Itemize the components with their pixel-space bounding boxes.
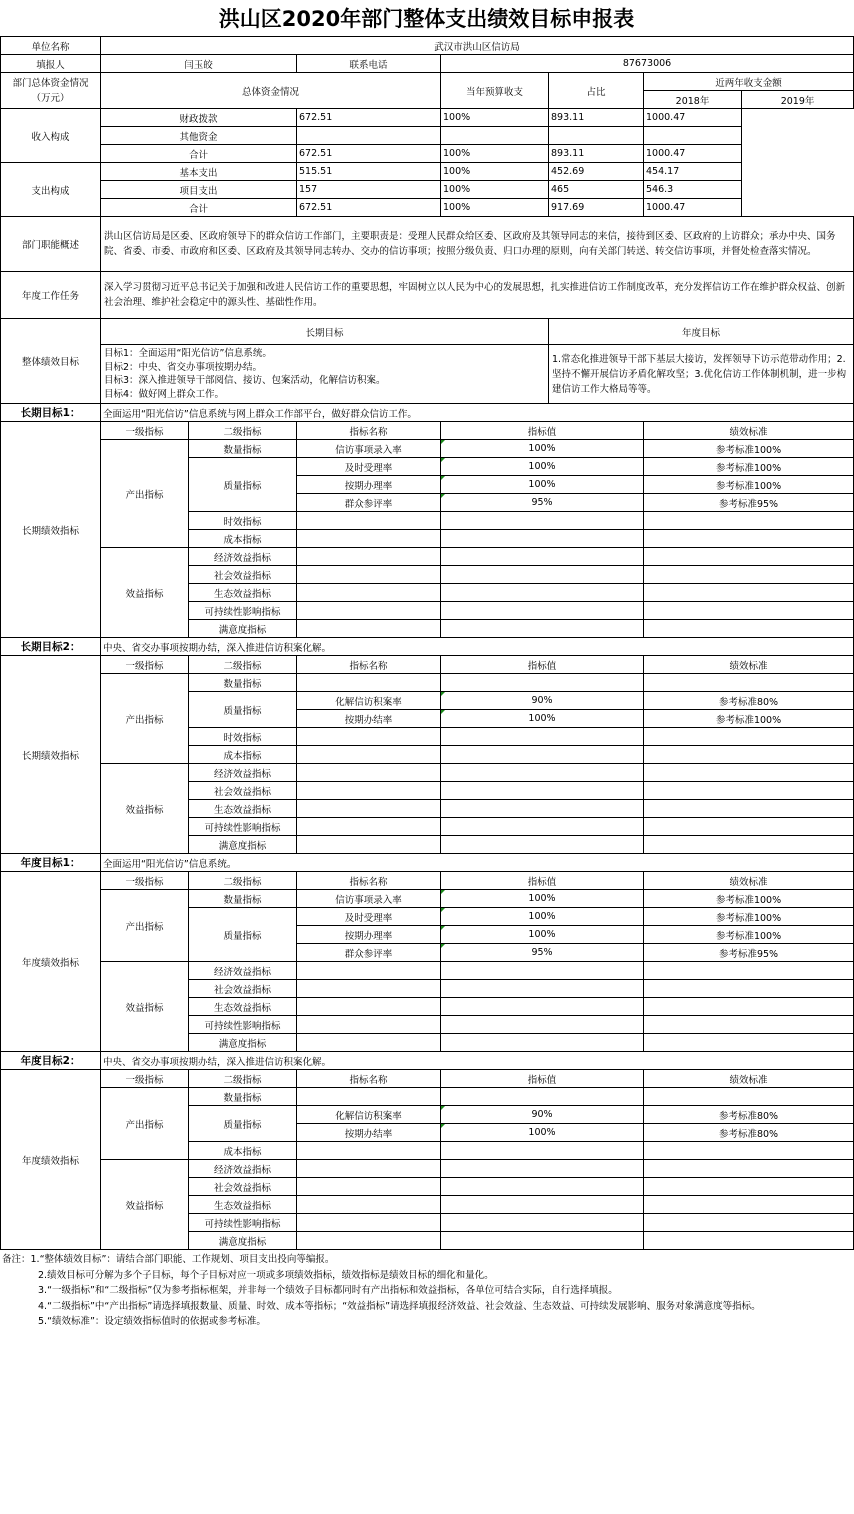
indicator-name-header: 指标名称: [297, 1070, 441, 1088]
level1-cell: 效益指标: [101, 548, 189, 638]
level2-cell: 成本指标: [189, 530, 297, 548]
phone-label: 联系电话: [297, 55, 441, 73]
budget-cell[interactable]: 515.51: [297, 163, 441, 181]
indicator-name-cell[interactable]: [297, 620, 441, 638]
level2-cell: 社会效益指标: [189, 566, 297, 584]
level2-cell: 社会效益指标: [189, 980, 297, 998]
note-line: 3.“一级指标”和“二级指标”仅为参考指标框架，并非每一个绩效子目标都同时有产出指标和效益指标，各单位可结合实际，自行选择填报。: [38, 1285, 618, 1296]
y2018-cell[interactable]: 452.69: [549, 163, 644, 181]
level2-cell: 可持续性影响指标: [189, 1214, 297, 1232]
ratio-header: 占比: [549, 73, 644, 109]
long-goal-line: 目标4：做好网上群众工作。: [104, 388, 225, 400]
level2-cell: 质量指标: [189, 458, 297, 512]
standard-cell[interactable]: 参考标准80%: [644, 1106, 854, 1124]
level2-cell: 生态效益指标: [189, 998, 297, 1016]
indicator-value-cell[interactable]: 100%: [441, 908, 644, 926]
indicator-value-cell[interactable]: 100%: [441, 1124, 644, 1142]
level2-cell: 可持续性影响指标: [189, 602, 297, 620]
long-goal-line: 目标1：全面运用“阳光信访”信息系统。: [104, 348, 272, 359]
standard-cell[interactable]: [644, 962, 854, 980]
y2018-cell[interactable]: 893.11: [549, 109, 644, 127]
level2-cell: 时效指标: [189, 728, 297, 746]
indicator-value-cell[interactable]: [441, 998, 644, 1016]
fund-item-name: 项目支出: [101, 181, 297, 199]
indicator-value-header: 指标值: [441, 422, 644, 440]
level2-cell: 经济效益指标: [189, 764, 297, 782]
filler-value[interactable]: 闫玉皎: [101, 55, 297, 73]
ratio-cell[interactable]: 100%: [441, 109, 549, 127]
standard-cell[interactable]: [644, 782, 854, 800]
fund-item-name: 基本支出: [101, 163, 297, 181]
income-label: 收入构成: [1, 109, 101, 163]
annual-task-text[interactable]: 深入学习贯彻习近平总书记关于加强和改进人民信访工作的重要思想，牢固树立以人民为中心的发展思想，扎实推进信访工作制度改革，充分发挥信访工作在维护群众权益、创新社会治理、维护社会稳定中的源头性、基础性作用。: [101, 272, 854, 319]
goal-text[interactable]: 全面运用“阳光信访”信息系统与网上群众工作部平台，做好群众信访工作。: [101, 404, 854, 422]
indicator-value-cell[interactable]: [441, 1088, 644, 1106]
standard-cell[interactable]: [644, 1214, 854, 1232]
y2018-cell[interactable]: 893.11: [549, 145, 644, 163]
standard-cell[interactable]: [644, 674, 854, 692]
level2-header: 二级指标: [189, 656, 297, 674]
indicator-name-cell[interactable]: [297, 980, 441, 998]
goal-label: 年度目标1：: [1, 854, 101, 872]
standard-cell[interactable]: [644, 1196, 854, 1214]
budget-cell[interactable]: [297, 127, 441, 145]
y2019-cell[interactable]: 454.17: [644, 163, 742, 181]
standard-cell[interactable]: [644, 584, 854, 602]
indicator-value-header: 指标值: [441, 872, 644, 890]
y2018-cell[interactable]: 465: [549, 181, 644, 199]
indicator-name-cell[interactable]: [297, 1034, 441, 1052]
indicator-value-cell[interactable]: [441, 674, 644, 692]
goal-text[interactable]: 中央、省交办事项按期办结，深入推进信访积案化解。: [101, 1052, 854, 1070]
y2018-cell[interactable]: 917.69: [549, 199, 644, 217]
ratio-cell[interactable]: 100%: [441, 163, 549, 181]
indicator-value-cell[interactable]: [441, 1160, 644, 1178]
goal-label: 长期目标1：: [1, 404, 101, 422]
indicator-value-cell[interactable]: [441, 836, 644, 854]
indicator-name-cell[interactable]: 及时受理率: [297, 908, 441, 926]
standard-cell[interactable]: [644, 1016, 854, 1034]
standard-cell[interactable]: [644, 602, 854, 620]
fund-item-name: 其他资金: [101, 127, 297, 145]
level2-cell: 经济效益指标: [189, 1160, 297, 1178]
standard-cell[interactable]: 参考标准95%: [644, 944, 854, 962]
level2-cell: 时效指标: [189, 512, 297, 530]
standard-cell[interactable]: [644, 1160, 854, 1178]
level1-header: 一级指标: [101, 422, 189, 440]
indicator-name-cell[interactable]: 及时受理率: [297, 458, 441, 476]
budget-cell[interactable]: 672.51: [297, 109, 441, 127]
standard-cell[interactable]: 参考标准100%: [644, 458, 854, 476]
indicator-value-cell[interactable]: [441, 728, 644, 746]
y2018-cell[interactable]: [549, 127, 644, 145]
indicator-value-cell[interactable]: [441, 980, 644, 998]
goal-text[interactable]: 中央、省交办事项按期办结，深入推进信访积案化解。: [101, 638, 854, 656]
standard-cell[interactable]: 参考标准100%: [644, 476, 854, 494]
level2-cell: 可持续性影响指标: [189, 818, 297, 836]
indicator-value-cell[interactable]: [441, 746, 644, 764]
level2-cell: 经济效益指标: [189, 548, 297, 566]
level2-header: 二级指标: [189, 422, 297, 440]
indicator-name-cell[interactable]: [297, 782, 441, 800]
standard-header: 绩效标准: [644, 422, 854, 440]
indicator-name-header: 指标名称: [297, 422, 441, 440]
indicator-value-header: 指标值: [441, 656, 644, 674]
level1-cell: 产出指标: [101, 1088, 189, 1160]
indicator-name-cell[interactable]: [297, 1196, 441, 1214]
indicator-name-cell[interactable]: [297, 602, 441, 620]
indicator-name-cell[interactable]: [297, 1016, 441, 1034]
indicator-value-cell[interactable]: [441, 530, 644, 548]
standard-header: 绩效标准: [644, 656, 854, 674]
level1-cell: 产出指标: [101, 440, 189, 548]
indicator-value-cell[interactable]: 95%: [441, 944, 644, 962]
level2-cell: 满意度指标: [189, 836, 297, 854]
standard-cell[interactable]: 参考标准100%: [644, 890, 854, 908]
standard-cell[interactable]: [644, 836, 854, 854]
level2-header: 二级指标: [189, 1070, 297, 1088]
indicator-value-cell[interactable]: [441, 782, 644, 800]
indicator-side-label: 长期绩效指标: [1, 422, 101, 638]
goal-text[interactable]: 全面运用“阳光信访”信息系统。: [101, 854, 854, 872]
level1-cell: 产出指标: [101, 674, 189, 764]
standard-cell[interactable]: [644, 1142, 854, 1160]
indicator-name-header: 指标名称: [297, 872, 441, 890]
indicator-value-cell[interactable]: 100%: [441, 710, 644, 728]
indicator-name-cell[interactable]: 按期办结率: [297, 1124, 441, 1142]
indicator-value-cell[interactable]: 95%: [441, 494, 644, 512]
level1-header: 一级指标: [101, 656, 189, 674]
standard-cell[interactable]: [644, 818, 854, 836]
ratio-cell[interactable]: 100%: [441, 199, 549, 217]
level2-cell: 可持续性影响指标: [189, 1016, 297, 1034]
standard-cell[interactable]: 参考标准80%: [644, 692, 854, 710]
level2-cell: 社会效益指标: [189, 782, 297, 800]
long-goal-line: 目标2：中央、省交办事项按期办结。: [104, 361, 263, 373]
filler-label: 填报人: [1, 55, 101, 73]
year-goal-text[interactable]: 1.常态化推进领导干部下基层大接访，发挥领导下访示范带动作用；2.坚持不懈开展信访矛盾化解攻坚；3.优化信访工作体制机制，进一步构建信访工作大格局等等。: [549, 345, 854, 404]
indicator-name-cell[interactable]: [297, 674, 441, 692]
indicator-name-cell[interactable]: 群众参评率: [297, 944, 441, 962]
standard-cell[interactable]: [644, 800, 854, 818]
standard-cell[interactable]: [644, 728, 854, 746]
indicator-name-cell[interactable]: 按期办理率: [297, 476, 441, 494]
standard-cell[interactable]: [644, 1088, 854, 1106]
fund-item-name: 合计: [101, 199, 297, 217]
indicator-value-cell[interactable]: [441, 764, 644, 782]
level2-cell: 社会效益指标: [189, 1178, 297, 1196]
indicator-name-cell[interactable]: [297, 1142, 441, 1160]
expense-label: 支出构成: [1, 163, 101, 217]
budget-cell[interactable]: 157: [297, 181, 441, 199]
annual-task-label: 年度工作任务: [1, 272, 101, 319]
indicator-name-cell[interactable]: [297, 584, 441, 602]
indicator-value-cell[interactable]: 90%: [441, 1106, 644, 1124]
indicator-name-cell[interactable]: [297, 998, 441, 1016]
indicator-value-cell[interactable]: [441, 1196, 644, 1214]
indicator-value-cell[interactable]: 100%: [441, 476, 644, 494]
level1-cell: 效益指标: [101, 1160, 189, 1250]
indicator-value-cell[interactable]: [441, 818, 644, 836]
level2-cell: 生态效益指标: [189, 1196, 297, 1214]
fund-item-name: 财政拨款: [101, 109, 297, 127]
standard-header: 绩效标准: [644, 872, 854, 890]
long-goal-line: 目标3：深入推进领导干部阅信、接访、包案活动，化解信访积案。: [104, 375, 386, 386]
indicator-side-label: 年度绩效指标: [1, 1070, 101, 1250]
indicator-name-cell[interactable]: [297, 530, 441, 548]
level2-cell: 质量指标: [189, 908, 297, 962]
level1-cell: 效益指标: [101, 962, 189, 1052]
goal-label: 长期目标2：: [1, 638, 101, 656]
standard-header: 绩效标准: [644, 1070, 854, 1088]
indicator-value-cell[interactable]: 100%: [441, 890, 644, 908]
ratio-cell[interactable]: [441, 127, 549, 145]
page-title: 洪山区2020年部门整体支出绩效目标申报表: [218, 7, 635, 31]
indicator-value-cell[interactable]: [441, 1016, 644, 1034]
indicator-name-cell[interactable]: [297, 764, 441, 782]
standard-cell[interactable]: [644, 566, 854, 584]
level2-cell: 经济效益指标: [189, 962, 297, 980]
budget-cell[interactable]: 672.51: [297, 145, 441, 163]
level2-cell: 满意度指标: [189, 620, 297, 638]
level2-cell: 质量指标: [189, 1106, 297, 1142]
indicator-value-cell[interactable]: [441, 800, 644, 818]
indicator-value-cell[interactable]: [441, 584, 644, 602]
standard-cell[interactable]: [644, 746, 854, 764]
indicator-value-cell[interactable]: 100%: [441, 926, 644, 944]
indicator-name-cell[interactable]: 化解信访积案率: [297, 1106, 441, 1124]
y2018-header: 2018年: [644, 91, 742, 109]
y2019-header: 2019年: [742, 91, 854, 109]
indicator-value-cell[interactable]: [441, 548, 644, 566]
level2-cell: 质量指标: [189, 692, 297, 728]
indicator-value-cell[interactable]: [441, 1214, 644, 1232]
standard-cell[interactable]: 参考标准100%: [644, 926, 854, 944]
goal-label: 年度目标2：: [1, 1052, 101, 1070]
standard-cell[interactable]: 参考标准100%: [644, 440, 854, 458]
note-line: 2.绩效目标可分解为多个子目标，每个子目标对应一项或多项绩效指标，绩效指标是绩效目标的细化和量化。: [38, 1269, 494, 1281]
funds-side-label: 部门总体资金情况（万元）: [1, 73, 101, 109]
standard-cell[interactable]: [644, 1034, 854, 1052]
y2019-cell[interactable]: 1000.47: [644, 109, 742, 127]
recent-header: 近两年收支金额: [644, 73, 854, 91]
y2019-cell[interactable]: 546.3: [644, 181, 742, 199]
standard-cell[interactable]: 参考标准100%: [644, 908, 854, 926]
indicator-side-label: 长期绩效指标: [1, 656, 101, 854]
y2019-cell[interactable]: 1000.47: [644, 199, 742, 217]
indicator-name-cell[interactable]: 按期办理率: [297, 926, 441, 944]
report-table: [0, 36, 854, 1250]
indicator-value-cell[interactable]: [441, 602, 644, 620]
budget-header: 当年预算收支: [441, 73, 549, 109]
indicator-name-cell[interactable]: [297, 1088, 441, 1106]
standard-cell[interactable]: [644, 530, 854, 548]
indicator-value-cell[interactable]: [441, 1232, 644, 1250]
indicator-name-cell[interactable]: [297, 818, 441, 836]
indicator-name-cell[interactable]: [297, 800, 441, 818]
overall-goal-label: 整体绩效目标: [1, 319, 101, 404]
duty-label: 部门职能概述: [1, 217, 101, 272]
unit-label: 单位名称: [1, 37, 101, 55]
level2-cell: 生态效益指标: [189, 584, 297, 602]
ratio-cell[interactable]: 100%: [441, 181, 549, 199]
indicator-name-cell[interactable]: [297, 728, 441, 746]
indicator-name-cell[interactable]: 信访事项录入率: [297, 890, 441, 908]
indicator-name-cell[interactable]: 化解信访积案率: [297, 692, 441, 710]
indicator-value-cell[interactable]: [441, 1178, 644, 1196]
indicator-name-cell[interactable]: [297, 548, 441, 566]
phone-value[interactable]: 87673006: [441, 55, 854, 73]
indicator-name-cell[interactable]: [297, 746, 441, 764]
indicator-value-cell[interactable]: [441, 1034, 644, 1052]
indicator-name-cell[interactable]: [297, 1232, 441, 1250]
indicator-value-header: 指标值: [441, 1070, 644, 1088]
level1-header: 一级指标: [101, 872, 189, 890]
indicator-name-cell[interactable]: [297, 962, 441, 980]
indicator-value-cell[interactable]: [441, 566, 644, 584]
level1-header: 一级指标: [101, 1070, 189, 1088]
indicator-name-cell[interactable]: 群众参评率: [297, 494, 441, 512]
indicator-side-label: 年度绩效指标: [1, 872, 101, 1052]
standard-cell[interactable]: [644, 764, 854, 782]
standard-cell[interactable]: 参考标准80%: [644, 1124, 854, 1142]
level2-cell: 数量指标: [189, 1088, 297, 1106]
fund-item-name: 合计: [101, 145, 297, 163]
indicator-name-header: 指标名称: [297, 656, 441, 674]
level2-cell: 数量指标: [189, 890, 297, 908]
indicator-name-cell[interactable]: [297, 566, 441, 584]
standard-cell[interactable]: [644, 980, 854, 998]
indicator-value-cell[interactable]: 100%: [441, 458, 644, 476]
budget-cell[interactable]: 672.51: [297, 199, 441, 217]
level2-header: 二级指标: [189, 872, 297, 890]
long-goal-list[interactable]: [101, 345, 549, 404]
level2-cell: 满意度指标: [189, 1232, 297, 1250]
indicator-name-cell[interactable]: [297, 512, 441, 530]
indicator-name-cell[interactable]: [297, 836, 441, 854]
y2019-cell[interactable]: [644, 127, 742, 145]
year-goal-header: 年度目标: [549, 319, 854, 345]
indicator-value-cell[interactable]: [441, 512, 644, 530]
standard-cell[interactable]: [644, 998, 854, 1016]
standard-cell[interactable]: [644, 1178, 854, 1196]
level2-cell: 成本指标: [189, 1142, 297, 1160]
indicator-value-cell[interactable]: 100%: [441, 440, 644, 458]
level2-cell: 成本指标: [189, 746, 297, 764]
ratio-cell[interactable]: 100%: [441, 145, 549, 163]
unit-value[interactable]: 武汉市洪山区信访局: [101, 37, 854, 55]
notes: [0, 1250, 853, 1330]
standard-cell[interactable]: [644, 1232, 854, 1250]
duty-text[interactable]: 洪山区信访局是区委、区政府领导下的群众信访工作部门，主要职责是：受理人民群众给区委、区政府及其领导同志的来信，接待到区委、区政府的上访群众；承办中央、国务院、省委、市委、市政府和区委、区政府及其领导同志转办、交办的信访事项；按照分级负责、归口办理的原则，向有关部门转送、转交信访事项，并督处检查落实情况。: [101, 217, 854, 272]
standard-cell[interactable]: 参考标准95%: [644, 494, 854, 512]
standard-cell[interactable]: [644, 620, 854, 638]
standard-cell[interactable]: 参考标准100%: [644, 710, 854, 728]
note-line: 5.“绩效标准”：设定绩效指标值时的依据或参考标准。: [38, 1316, 266, 1327]
indicator-name-cell[interactable]: 按期办结率: [297, 710, 441, 728]
indicator-value-cell[interactable]: [441, 620, 644, 638]
funds-overall-header: 总体资金情况: [101, 73, 441, 109]
indicator-value-cell[interactable]: [441, 962, 644, 980]
indicator-value-cell[interactable]: [441, 1142, 644, 1160]
indicator-name-cell[interactable]: [297, 1214, 441, 1232]
level1-cell: 产出指标: [101, 890, 189, 962]
long-goal-header: 长期目标: [101, 319, 549, 345]
note-line: 备注：1.“整体绩效目标”：请结合部门职能、工作规划、项目支出投向等编报。: [2, 1254, 335, 1265]
y2019-cell[interactable]: 1000.47: [644, 145, 742, 163]
level2-cell: 数量指标: [189, 674, 297, 692]
standard-cell[interactable]: [644, 512, 854, 530]
note-line: 4.“二级指标”中“产出指标”请选择填报数量、质量、时效、成本等指标；“效益指标”请选择填报经济效益、社会效益、生态效益、可持续发展影响、服务对象满意度等指标。: [38, 1300, 761, 1312]
level2-cell: 数量指标: [189, 440, 297, 458]
indicator-name-cell[interactable]: [297, 1178, 441, 1196]
indicator-name-cell[interactable]: 信访事项录入率: [297, 440, 441, 458]
level1-cell: 效益指标: [101, 764, 189, 854]
level2-cell: 满意度指标: [189, 1034, 297, 1052]
level2-cell: 生态效益指标: [189, 800, 297, 818]
indicator-name-cell[interactable]: [297, 1160, 441, 1178]
standard-cell[interactable]: [644, 548, 854, 566]
indicator-value-cell[interactable]: 90%: [441, 692, 644, 710]
